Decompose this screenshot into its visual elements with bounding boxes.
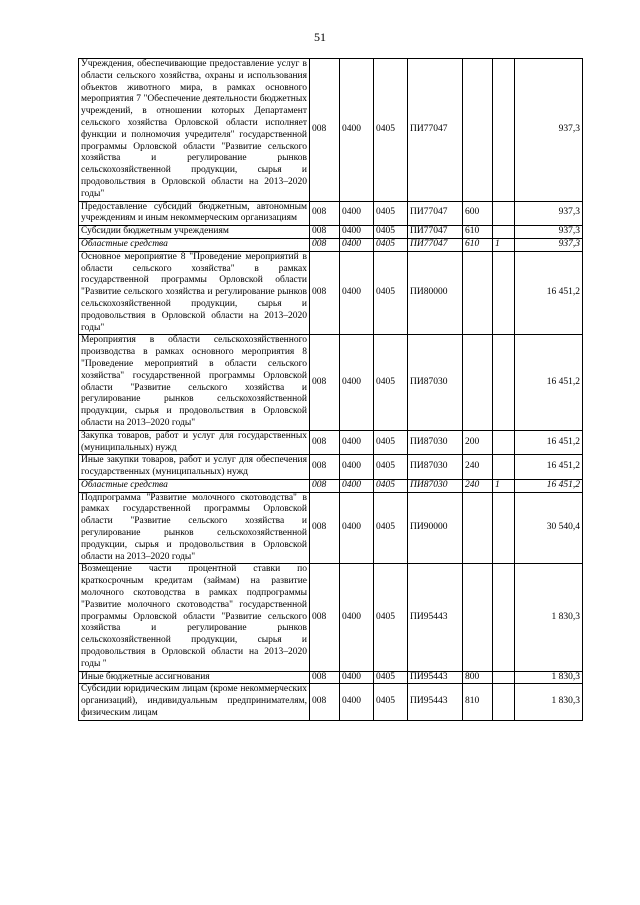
funding-source-code: [493, 455, 515, 480]
amount-value: 16 451,2: [515, 251, 583, 335]
target-article-code: ПИ95443: [408, 671, 463, 684]
section-code: 0400: [340, 201, 374, 226]
expense-type-code: [463, 59, 493, 202]
admin-code: 008: [310, 684, 340, 720]
admin-code: 008: [310, 492, 340, 564]
amount-value: 937,3: [515, 59, 583, 202]
expense-type-code: 810: [463, 684, 493, 720]
target-article-code: ПИ77047: [408, 238, 463, 251]
section-code: 0400: [340, 59, 374, 202]
target-article-code: ПИ95443: [408, 564, 463, 671]
funding-source-code: [493, 59, 515, 202]
amount-value: 30 540,4: [515, 492, 583, 564]
table-row: [79, 226, 583, 239]
admin-code: 008: [310, 201, 340, 226]
table-row: [79, 479, 583, 492]
funding-source-code: [493, 684, 515, 720]
table-row: [79, 492, 583, 564]
subsection-code: 0405: [374, 671, 408, 684]
target-article-code: ПИ87030: [408, 479, 463, 492]
amount-value: 937,3: [515, 201, 583, 226]
page-number: 51: [314, 30, 326, 44]
subsection-code: 0405: [374, 238, 408, 251]
expense-type-code: 800: [463, 671, 493, 684]
table-row: [79, 564, 583, 671]
row-description: Областные средства: [79, 479, 310, 492]
admin-code: 008: [310, 335, 340, 430]
expense-type-code: [463, 251, 493, 335]
subsection-code: 0405: [374, 492, 408, 564]
admin-code: 008: [310, 59, 340, 202]
row-description: Иные бюджетные ассигнования: [79, 671, 310, 684]
subsection-code: 0405: [374, 479, 408, 492]
admin-code: 008: [310, 430, 340, 455]
expense-type-code: [463, 492, 493, 564]
section-code: 0400: [340, 492, 374, 564]
target-article-code: ПИ80000: [408, 251, 463, 335]
table-row: [79, 671, 583, 684]
funding-source-code: [493, 335, 515, 430]
row-description: Субсидии юридическим лицам (кроме некоммерческих организаций), индивидуальным предпринимателям, физическим лицам: [79, 684, 310, 720]
row-description: Субсидии бюджетным учреждениям: [79, 226, 310, 239]
amount-value: 1 830,3: [515, 671, 583, 684]
expense-type-code: 600: [463, 201, 493, 226]
table-row: [79, 684, 583, 720]
subsection-code: 0405: [374, 201, 408, 226]
row-description: Предоставление субсидий бюджетным, автономным учреждениям и иным некоммерческим организациям: [79, 201, 310, 226]
target-article-code: ПИ87030: [408, 455, 463, 480]
row-description: Основное мероприятие 8 "Проведение мероприятий в области сельского хозяйства" в рамках государственной программы Орловской области "Развитие сельского хозяйства и регулирование рынков сельскохозяйственной продукции, сырья и продовольствия в Орловской области на 2013–2020 годы": [79, 251, 310, 335]
table-row: [79, 59, 583, 202]
section-code: 0400: [340, 479, 374, 492]
expense-type-code: 610: [463, 226, 493, 239]
subsection-code: 0405: [374, 335, 408, 430]
amount-value: 937,3: [515, 238, 583, 251]
amount-value: 16 451,2: [515, 335, 583, 430]
row-description: Закупка товаров, работ и услуг для государственных (муниципальных) нужд: [79, 430, 310, 455]
subsection-code: 0405: [374, 564, 408, 671]
row-description: Иные закупки товаров, работ и услуг для обеспечения государственных (муниципальных) нужд: [79, 455, 310, 480]
section-code: 0400: [340, 564, 374, 671]
table-row: [79, 430, 583, 455]
expense-type-code: 610: [463, 238, 493, 251]
admin-code: 008: [310, 251, 340, 335]
section-code: 0400: [340, 455, 374, 480]
subsection-code: 0405: [374, 455, 408, 480]
target-article-code: ПИ77047: [408, 201, 463, 226]
admin-code: 008: [310, 671, 340, 684]
subsection-code: 0405: [374, 59, 408, 202]
funding-source-code: 1: [493, 479, 515, 492]
row-description: Возмещение части процентной ставки по краткосрочным кредитам (займам) на развитие молочного скотоводства в рамках подпрограммы "Развитие молочного скотоводства" государственной программы Орловской области "Развитие сельского хозяйства и регулирование рынков сельскохозяйственной продукции, сырья и продовольствия в Орловской области на 2013–2020 годы ": [79, 564, 310, 671]
funding-source-code: [493, 564, 515, 671]
target-article-code: ПИ90000: [408, 492, 463, 564]
table-row: [79, 238, 583, 251]
funding-source-code: [493, 671, 515, 684]
admin-code: 008: [310, 226, 340, 239]
section-code: 0400: [340, 430, 374, 455]
section-code: 0400: [340, 684, 374, 720]
subsection-code: 0405: [374, 251, 408, 335]
section-code: 0400: [340, 671, 374, 684]
amount-value: 1 830,3: [515, 684, 583, 720]
amount-value: 937,3: [515, 226, 583, 239]
expense-type-code: 240: [463, 455, 493, 480]
amount-value: 16 451,2: [515, 479, 583, 492]
row-description: Учреждения, обеспечивающие предоставление услуг в области сельского хозяйства, охраны и использования объектов животного мира, в рамках основного мероприятия 7 "Обеспечение деятельности бюджетных учреждений, в отношении которых Департамент сельского хозяйства Орловской области исполняет функции и полномочия учредителя" государственной программы Орловской области "Развитие сельского хозяйства и регулирование рынков сельскохозяйственной продукции, сырья и продовольствия в Орловской области на 2013–2020 годы": [79, 59, 310, 202]
subsection-code: 0405: [374, 226, 408, 239]
target-article-code: ПИ77047: [408, 226, 463, 239]
funding-source-code: [493, 251, 515, 335]
funding-source-code: 1: [493, 238, 515, 251]
budget-table: [78, 58, 583, 721]
section-code: 0400: [340, 238, 374, 251]
expense-type-code: [463, 335, 493, 430]
table-row: [79, 251, 583, 335]
section-code: 0400: [340, 251, 374, 335]
row-description: Областные средства: [79, 238, 310, 251]
table-row: [79, 455, 583, 480]
expense-type-code: 200: [463, 430, 493, 455]
table-row: [79, 201, 583, 226]
expense-type-code: 240: [463, 479, 493, 492]
funding-source-code: [493, 492, 515, 564]
funding-source-code: [493, 430, 515, 455]
amount-value: 1 830,3: [515, 564, 583, 671]
funding-source-code: [493, 226, 515, 239]
admin-code: 008: [310, 564, 340, 671]
row-description: Подпрограмма "Развитие молочного скотоводства" в рамках государственной программы Орловской области "Развитие сельского хозяйства и регулирование рынков сельскохозяйственной продукции, сырья и продовольствия в Орловской области на 2013–2020 годы": [79, 492, 310, 564]
admin-code: 008: [310, 455, 340, 480]
section-code: 0400: [340, 226, 374, 239]
amount-value: 16 451,2: [515, 430, 583, 455]
admin-code: 008: [310, 238, 340, 251]
subsection-code: 0405: [374, 430, 408, 455]
target-article-code: ПИ87030: [408, 335, 463, 430]
subsection-code: 0405: [374, 684, 408, 720]
table-row: [79, 335, 583, 430]
expense-type-code: [463, 564, 493, 671]
target-article-code: ПИ95443: [408, 684, 463, 720]
funding-source-code: [493, 201, 515, 226]
admin-code: 008: [310, 479, 340, 492]
section-code: 0400: [340, 335, 374, 430]
row-description: Мероприятия в области сельскохозяйственного производства в рамках основного мероприятия 8 "Проведение мероприятий в области сельского хозяйства" государственной программы Орловской области "Развитие сельского хозяйства и регулирование рынков сельскохозяйственной продукции, сырья и продовольствия в Орловской области на 2013–2020 годы": [79, 335, 310, 430]
target-article-code: ПИ77047: [408, 59, 463, 202]
amount-value: 16 451,2: [515, 455, 583, 480]
target-article-code: ПИ87030: [408, 430, 463, 455]
